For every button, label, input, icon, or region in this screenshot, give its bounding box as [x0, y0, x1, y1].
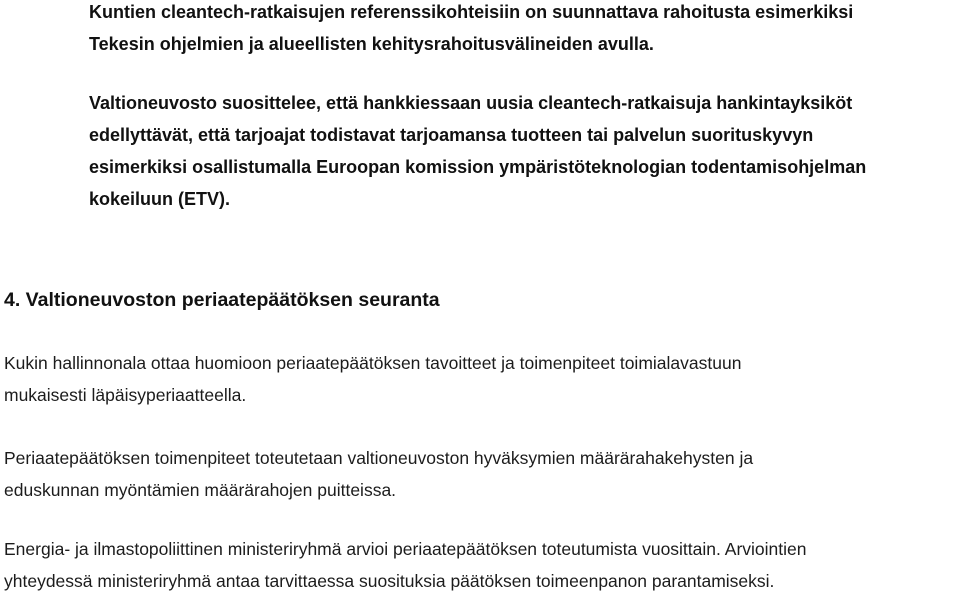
text-line: mukaisesti läpäisyperiaatteella. — [4, 385, 247, 405]
text-line: Valtioneuvosto suosittelee, että hankkiessaan uusia cleantech-ratkaisuja hankintayksiköt — [89, 93, 853, 113]
paragraph-funding — [89, 0, 853, 60]
text-line: edellyttävät, että tarjoajat todistavat tarjoamansa tuotteen tai palvelun suorituskyvyn — [89, 125, 814, 145]
text-line: Energia- ja ilmastopoliittinen ministeriryhmä arvioi periaatepäätöksen toteutumista vuosittain. Arviointien — [4, 539, 807, 559]
paragraph-evaluation — [4, 533, 806, 596]
section-heading: 4. Valtioneuvoston periaatepäätöksen seuranta — [4, 289, 440, 311]
text-line: eduskunnan myöntämien määrärahojen puitteissa. — [4, 480, 397, 500]
text-line: Tekesin ohjelmien ja alueellisten kehitysrahoitusvälineiden avulla. — [89, 34, 654, 54]
paragraph-budget — [4, 442, 753, 506]
text-line: kokeiluun (ETV). — [89, 189, 231, 209]
text-line: esimerkiksi osallistumalla Euroopan komission ympäristöteknologian todentamisohjelman — [89, 157, 867, 177]
text-line: Kuntien cleantech-ratkaisujen referenssikohteisiin on suunnattava rahoitusta esimerkiksi — [89, 2, 854, 22]
paragraph-administration — [4, 347, 741, 411]
text-line: Periaatepäätöksen toimenpiteet toteutetaan valtioneuvoston hyväksymien määrärahakehysten ja — [4, 448, 754, 468]
text-line: Kukin hallinnonala ottaa huomioon periaatepäätöksen tavoitteet ja toimenpiteet toimialavastuun — [4, 353, 742, 373]
paragraph-procurement — [89, 87, 866, 215]
text-line: yhteydessä ministeriryhmä antaa tarvittaessa suosituksia päätöksen toimeenpanon parantamiseksi. — [4, 571, 775, 591]
